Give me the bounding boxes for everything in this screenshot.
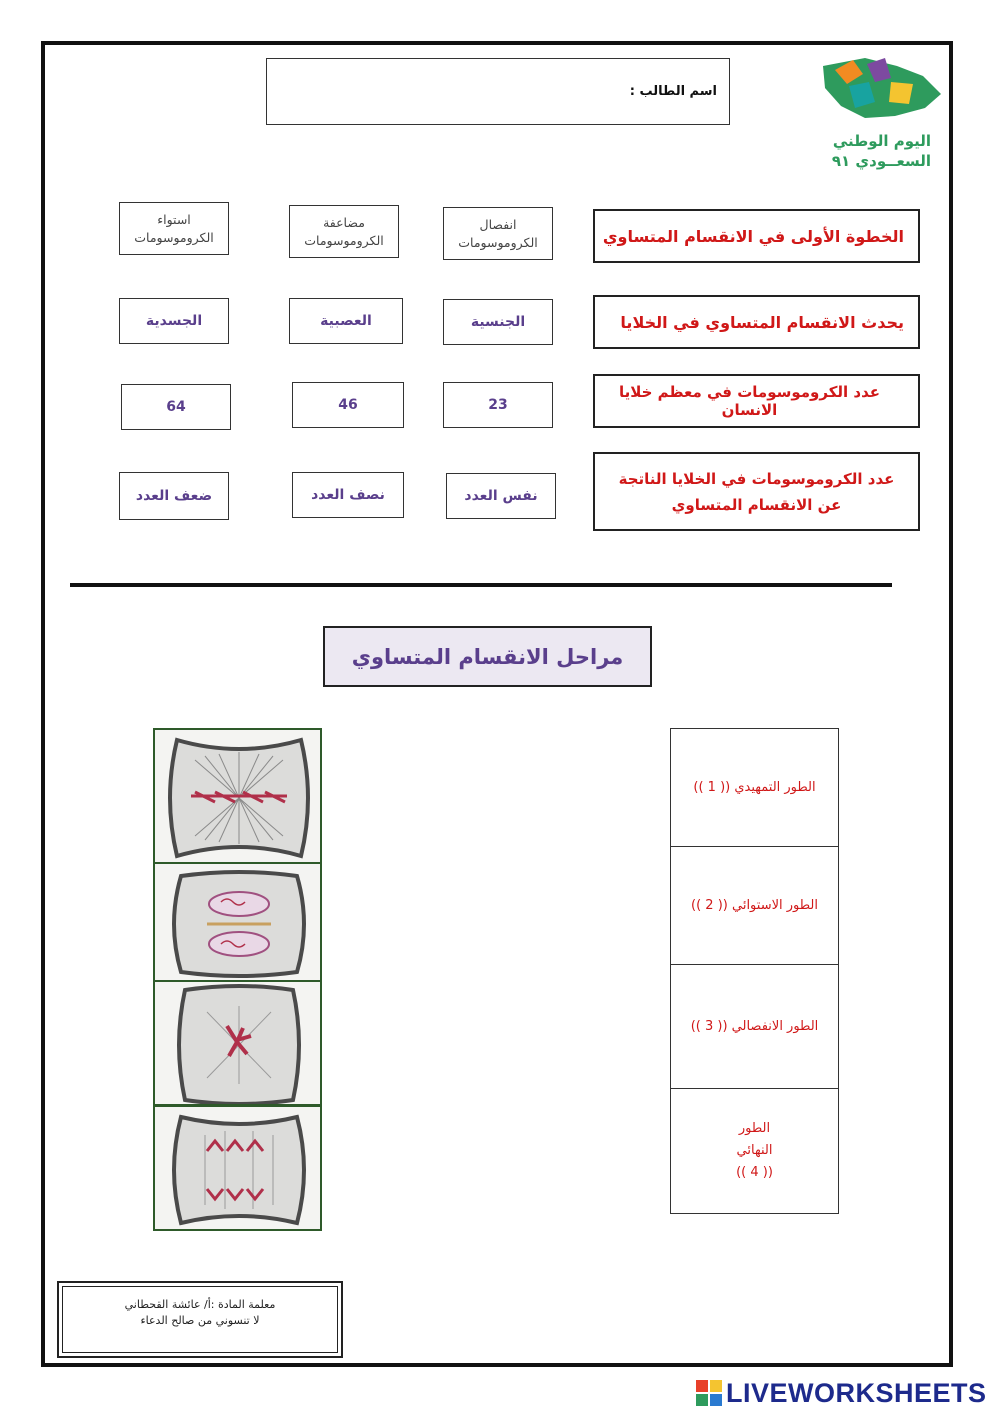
student-name-label: اسم الطالب : <box>629 84 717 99</box>
teacher-request: لا تنسوني من صالح الدعاء <box>140 1314 260 1327</box>
logo-line2: السعــودي ٩١ <box>831 152 931 170</box>
metaphase-cell-icon <box>155 730 322 864</box>
stage-label-4[interactable]: الطور النهائي (( 4 )) <box>670 1088 839 1214</box>
q2-option-1[interactable]: الجنسية <box>443 299 553 345</box>
section-title: مراحل الانقسام المتساوي <box>323 626 652 687</box>
stage-label-2[interactable]: الطور الاستوائي (( 2 )) <box>670 846 839 966</box>
anaphase-cell-icon <box>155 1107 322 1231</box>
logo-line1: اليوم الوطني <box>832 132 931 150</box>
student-name-field[interactable] <box>266 58 730 125</box>
liveworksheets-watermark <box>696 1376 996 1410</box>
q2-option-2[interactable]: العصبية <box>289 298 403 344</box>
q3-option-2[interactable]: 46 <box>292 382 404 428</box>
question-2-text: يحدث الانقسام المتساوي في الخلايا <box>620 312 904 332</box>
stage-label-1[interactable]: الطور التمهيدي (( 1 )) <box>670 728 839 848</box>
national-day-logo <box>805 52 945 182</box>
q3-option-3[interactable]: 64 <box>121 384 231 430</box>
q1-option-1[interactable]: انفصال الكروموسومات <box>443 207 553 260</box>
question-3 <box>593 374 920 428</box>
question-1-text: الخطوة الأولى في الانقسام المتساوي <box>602 226 904 246</box>
stage-image-telophase[interactable] <box>153 862 322 982</box>
stage-image-anaphase[interactable] <box>153 1105 322 1231</box>
teacher-name: معلمة المادة :أ/ عائشة القحطاني <box>124 1298 276 1311</box>
q4-option-2[interactable]: نصف العدد <box>292 472 404 518</box>
saudi-map-icon <box>805 52 945 122</box>
q1-option-2[interactable]: مضاعفة الكروموسومات <box>289 205 399 258</box>
question-1 <box>593 209 920 263</box>
question-2 <box>593 295 920 349</box>
section-divider <box>70 583 892 587</box>
stage-image-prophase[interactable] <box>153 980 322 1106</box>
q3-option-1[interactable]: 23 <box>443 382 553 428</box>
q4-option-1[interactable]: نفس العدد <box>446 473 556 519</box>
question-4-text: عدد الكروموسومات في الخلايا الناتجة عن الانقسام المتساوي <box>618 469 895 514</box>
stage-label-3[interactable]: الطور الانفصالي (( 3 )) <box>670 964 839 1090</box>
telophase-cell-icon <box>155 864 322 982</box>
question-3-text: عدد الكروموسومات في معظم خلايا الانسان <box>618 383 881 419</box>
liveworksheets-brand: LIVEWORKSHEETS <box>726 1377 987 1408</box>
q1-option-3[interactable]: استواء الكروموسومات <box>119 202 229 255</box>
teacher-note <box>57 1281 343 1358</box>
q4-option-3[interactable]: ضعف العدد <box>119 472 229 520</box>
prophase-cell-icon <box>155 982 322 1106</box>
q2-option-3[interactable]: الجسدية <box>119 298 229 344</box>
liveworksheets-logo-icon <box>696 1380 722 1406</box>
stage-image-metaphase[interactable] <box>153 728 322 864</box>
question-4 <box>593 452 920 531</box>
